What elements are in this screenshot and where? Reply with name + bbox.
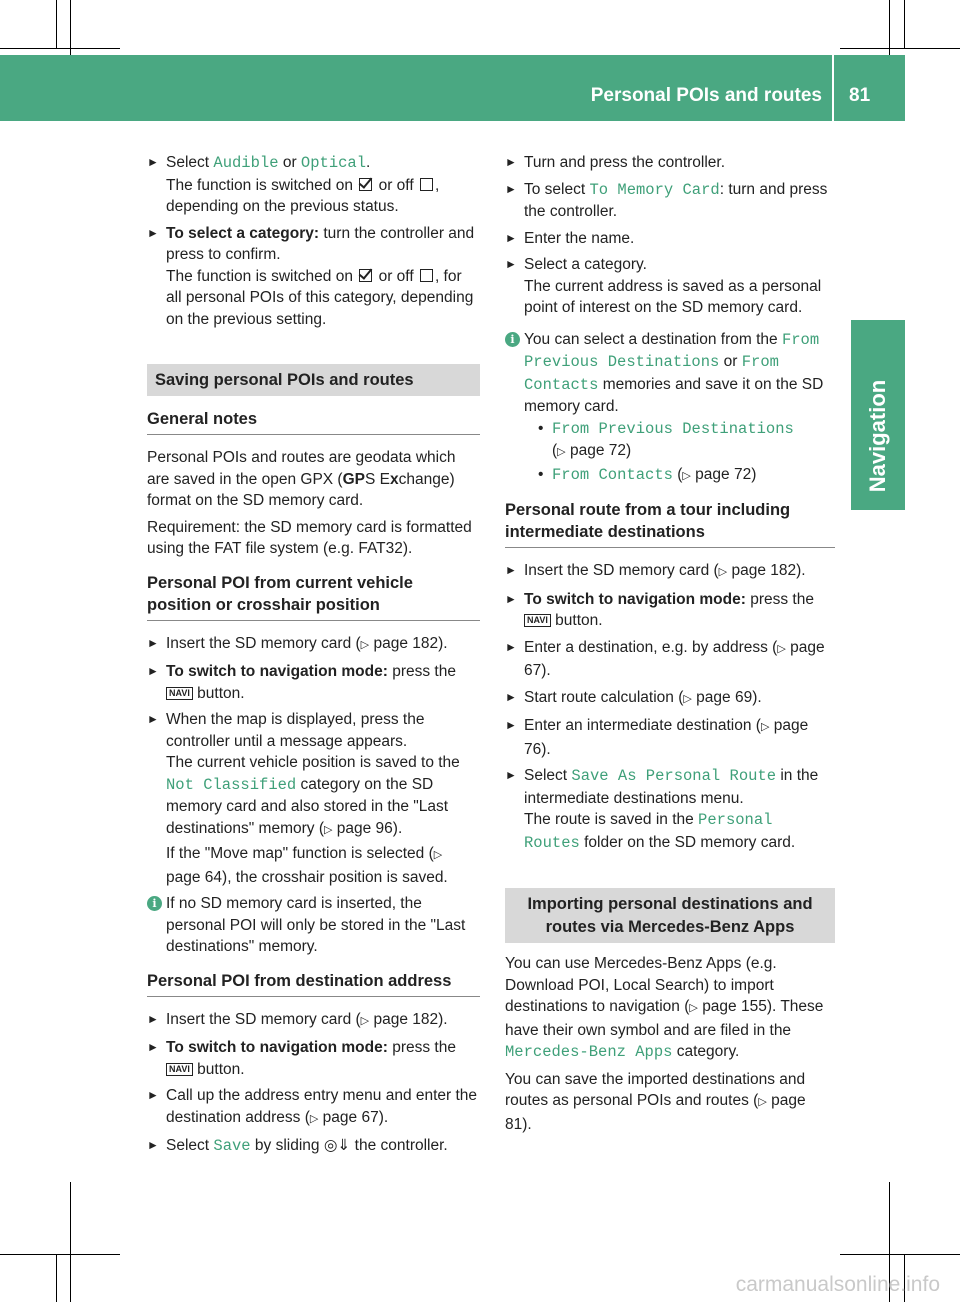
page-ref-icon: ▷ (683, 692, 692, 705)
header-separator (832, 55, 834, 121)
menu-option: From Contacts (524, 353, 779, 394)
crop-mark (904, 0, 905, 48)
navi-button-icon: NAVI (166, 687, 193, 700)
left-column (147, 152, 480, 1163)
step-item: ► Insert the SD memory card (▷ page 182). (147, 633, 480, 657)
info-note: i If no SD memory card is inserted, the personal POI will only be stored in the "Last destinations" memory. (147, 893, 480, 958)
crop-mark (840, 1254, 960, 1255)
step-item: ► Insert the SD memory card (▷ page 182). (505, 560, 835, 584)
step-item: ► Select Save As Personal Route in the intermediate destinations menu. The route is saved in the Personal Routes folder on the SD memory card. (505, 767, 819, 852)
menu-option: To Memory Card (589, 180, 720, 199)
page-ref-icon: ▷ (360, 638, 370, 651)
step-arrow-icon: ► (505, 230, 517, 245)
list-item: • From Previous Destinations (▷ page 72) (538, 418, 835, 464)
paragraph: Requirement: the SD memory card is formatted using the FAT file system (e.g. FAT32). (147, 518, 472, 557)
crop-mark (840, 48, 960, 49)
navi-button-icon: NAVI (524, 614, 551, 627)
section-heading: Importing personal destinations and routes via Mercedes-Benz Apps (505, 888, 835, 943)
checkbox-empty-icon (420, 269, 433, 282)
step-arrow-icon: ► (505, 639, 517, 654)
step-item: ► When the map is displayed, press the controller until a message appears. The current vehicle position is saved to the Not Classified category on the SD memory card and also stored in the "Last destinations" memory (▷ page 96). If the "Move map" function is selected (▷ page 64), the crosshair position is saved. (147, 711, 460, 886)
page-ref-icon: ▷ (557, 446, 566, 458)
step-item: ► Start route calculation (▷ page 69). (505, 687, 835, 711)
step-arrow-icon: ► (505, 768, 517, 782)
checkbox-checked-icon (359, 178, 372, 191)
step-arrow-icon: ► (505, 181, 517, 196)
page-ref-icon: ▷ (758, 1096, 767, 1108)
sub-heading: General notes (147, 408, 480, 435)
step-item: ► To select To Memory Card: turn and press the controller. (505, 180, 828, 220)
section-heading: Saving personal POIs and routes (147, 364, 480, 396)
step-arrow-icon: ► (505, 689, 517, 704)
info-note: i You can select a destination from the From Previous Destinations or From Contacts memories and save it on the SD memory card. • From Previous Destinations (▷ page 72) • From Contacts (▷ page 72) (505, 329, 835, 488)
step-arrow-icon: ► (505, 718, 517, 732)
page-ref-icon: ▷ (433, 849, 443, 861)
page-ref-icon: ▷ (682, 469, 691, 482)
paragraph: Personal POIs and routes are geodata which are saved in the open GPX (GPS Exchange) format on the SD memory card. (147, 449, 456, 509)
page-ref-icon: ▷ (309, 1112, 319, 1125)
step-item: ► Call up the address entry menu and enter the destination address (▷ page 67). (147, 1087, 478, 1126)
menu-option: Save As Personal Route (571, 767, 777, 785)
checkbox-checked-icon (359, 269, 372, 282)
step-arrow-icon: ► (147, 155, 159, 169)
step-arrow-icon: ► (505, 563, 517, 577)
step-arrow-icon: ► (147, 1040, 159, 1054)
navi-button-icon: NAVI (166, 1063, 193, 1076)
page-ref-icon: ▷ (760, 721, 770, 733)
menu-option: Mercedes-Benz Apps (505, 1043, 673, 1061)
page-ref-icon: ▷ (689, 1002, 698, 1014)
step-arrow-icon: ► (147, 712, 159, 726)
step-arrow-icon: ► (147, 1088, 159, 1102)
crop-mark (0, 1254, 120, 1255)
sub-heading: Personal POI from destination address (147, 970, 480, 997)
page-ref-icon: ▷ (718, 566, 728, 578)
step-item: ► To switch to navigation mode: press the NAVI button. (147, 1039, 456, 1078)
side-tab-label: Navigation (865, 379, 890, 493)
paragraph: You can save the imported destinations and routes as personal POIs and routes (▷ page 81). (505, 1070, 806, 1133)
step-item: ► Select Audible or Optical. The function is switched on or off , depending on the previous status. (147, 154, 440, 215)
menu-option: Save (213, 1137, 251, 1155)
paragraph: You can use Mercedes-Benz Apps (e.g. Download POI, Local Search) to import destinations to navigation (▷ page 155). These have their own symbol and are filed in the Mercedes-Benz Apps category. (505, 955, 824, 1061)
right-column (505, 152, 835, 1140)
controller-slide-icon: ◎⇓ (323, 1137, 351, 1154)
menu-option: Personal Routes (524, 811, 773, 852)
sub-heading: Personal POI from current vehicle position or crosshair position (147, 572, 480, 621)
step-arrow-icon: ► (147, 1138, 159, 1152)
step-item: ► Turn and press the controller. (505, 152, 835, 174)
page-ref-icon: ▷ (323, 823, 333, 836)
step-item: ► Enter a destination, e.g. by address (▷ page 67). (505, 638, 825, 679)
sub-heading: Personal route from a tour including intermediate destinations (505, 499, 835, 548)
step-item: ► To switch to navigation mode: press the NAVI button. (147, 663, 456, 702)
step-arrow-icon: ► (147, 664, 159, 678)
page-ref-icon: ▷ (777, 642, 786, 655)
step-item: ► Insert the SD memory card (▷ page 182). (147, 1009, 480, 1033)
page-header-title: Personal POIs and routes (590, 85, 822, 106)
checkbox-empty-icon (420, 178, 433, 191)
list-item: • From Contacts (▷ page 72) (538, 464, 835, 488)
side-tab-block (851, 320, 905, 362)
crop-mark (0, 48, 120, 49)
step-item: ► Enter the name. (505, 228, 835, 250)
step-item: ► Select a category. The current address is saved as a personal point of interest on the SD memory card. (505, 256, 822, 316)
step-arrow-icon: ► (147, 635, 159, 650)
step-arrow-icon: ► (147, 1011, 159, 1026)
watermark: carmanualsonline.info (735, 1273, 940, 1296)
side-tab (851, 362, 905, 510)
step-item: ► Select Save by sliding ◎⇓ the controller. (147, 1137, 448, 1155)
step-arrow-icon: ► (147, 225, 159, 240)
step-arrow-icon: ► (505, 155, 517, 169)
page-number: 81 (849, 85, 871, 106)
crop-mark (56, 0, 57, 48)
crop-mark (56, 1254, 57, 1302)
step-item: ► To select a category: turn the controller and press to confirm. The function is switched on or off , for all personal POIs of this category, depending on the previous setting. (147, 224, 475, 328)
step-item: ► Enter an intermediate destination (▷ page 76). (505, 717, 809, 758)
menu-option: Not Classified (166, 775, 297, 794)
crop-mark (70, 1182, 71, 1302)
info-icon: i (505, 332, 520, 347)
menu-option: From Previous Destinations (524, 330, 820, 371)
menu-option: Optical (300, 154, 367, 172)
step-arrow-icon: ► (505, 591, 517, 606)
step-item: ► To switch to navigation mode: press the NAVI button. (505, 590, 814, 629)
page-ref-icon: ▷ (360, 1014, 370, 1027)
step-arrow-icon: ► (505, 257, 517, 271)
menu-option: Audible (213, 154, 279, 172)
info-icon: i (147, 896, 162, 911)
